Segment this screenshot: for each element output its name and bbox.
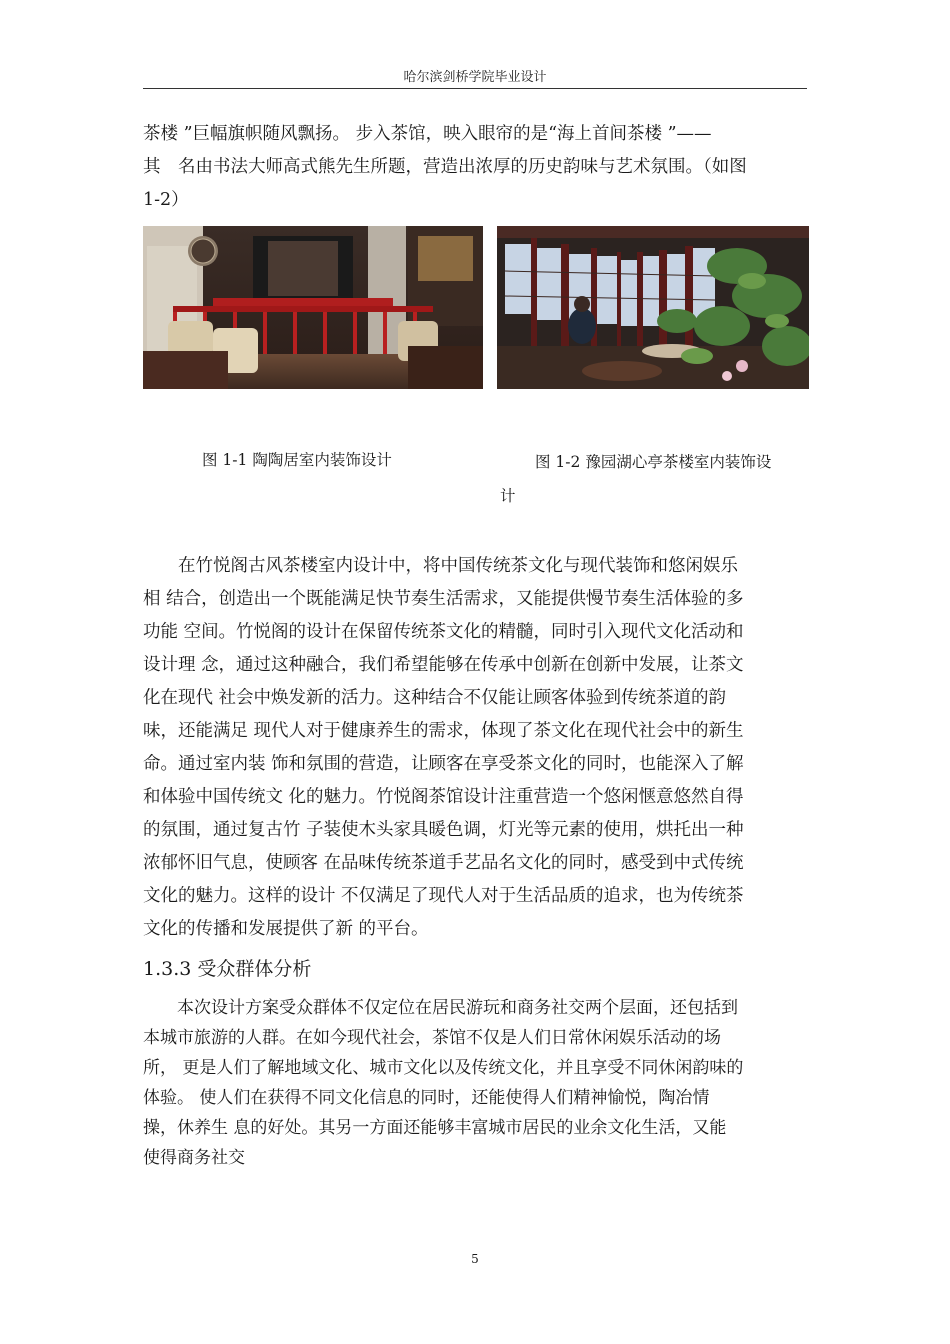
page-header: 哈尔滨剑桥学院毕业设计	[403, 70, 547, 85]
text-line: 本次设计方案受众群体不仅定位在居民游玩和商务社交两个层面，还包括到	[143, 998, 738, 1018]
figure-1-caption: 图 1-1 陶陶居室内装饰设计	[202, 451, 392, 469]
audience-paragraph	[143, 993, 807, 1173]
figure-2-photo	[497, 226, 809, 389]
text-line: 设计理 念，通过这种融合，我们希望能够在传承中创新在创新中发展，让茶文	[143, 655, 744, 675]
header-divider	[143, 88, 807, 89]
text-line: 命。通过室内装 饰和氛围的营造，让顾客在享受茶文化的同时，也能深入了解	[143, 754, 744, 774]
page-number: 5	[471, 1252, 479, 1266]
text-line: 所， 更是人们了解地域文化、城市文化以及传统文化，并且享受不同休闲韵味的	[143, 1058, 744, 1078]
text-line: 使得商务社交	[143, 1148, 245, 1168]
text-line: 文化的魅力。这样的设计 不仅满足了现代人对于生活品质的追求，也为传统茶	[143, 886, 744, 906]
text-line: 本城市旅游的人群。在如今现代社会，茶馆不仅是人们日常休闲娱乐活动的场	[143, 1028, 721, 1048]
intro-paragraph	[143, 118, 807, 217]
text-line: 其 名由书法大师高式熊先生所题，营造出浓厚的历史韵味与艺术氛围。（如图	[143, 157, 747, 177]
figure-1-photo	[143, 226, 483, 389]
text-line: 文化的传播和发展提供了新 的平台。	[143, 919, 429, 939]
text-line: 在竹悦阁古风茶楼室内设计中，将中国传统茶文化与现代装饰和悠闲娱乐	[143, 556, 738, 576]
text-line: 茶楼 ”巨幅旗帜随风飘扬。 步入茶馆，映入眼帘的是“海上首间茶楼 ”——	[143, 124, 712, 144]
figure-2-caption-wrap: 计	[500, 487, 516, 505]
figure-2-caption: 图 1-2 豫园湖心亭茶楼室内装饰设	[535, 453, 772, 471]
text-line: 浓郁怀旧气息，使顾客 在品味传统茶道手艺品名文化的同时，感受到中式传统	[143, 853, 744, 873]
main-paragraph	[143, 550, 807, 946]
text-line: 相 结合，创造出一个既能满足快节奏生活需求，又能提供慢节奏生活体验的多	[143, 589, 744, 609]
text-line: 1-2）	[143, 190, 189, 210]
text-line: 的氛围，通过复古竹 子装使木头家具暖色调，灯光等元素的使用，烘托出一种	[143, 820, 744, 840]
text-line: 和体验中国传统文 化的魅力。竹悦阁茶馆设计注重营造一个悠闲惬意悠然自得	[143, 787, 744, 807]
text-line: 化在现代 社会中焕发新的活力。这种结合不仅能让顾客体验到传统茶道的韵	[143, 688, 727, 708]
text-line: 功能 空间。竹悦阁的设计在保留传统茶文化的精髓，同时引入现代文化活动和	[143, 622, 744, 642]
text-line: 味，还能满足 现代人对于健康养生的需求，体现了茶文化在现代社会中的新生	[143, 721, 744, 741]
section-heading: 1.3.3 受众群体分析	[143, 958, 312, 980]
text-line: 体验。 使人们在获得不同文化信息的同时，还能使得人们精神愉悦，陶冶情	[143, 1088, 710, 1108]
text-line: 操，休养生 息的好处。其另一方面还能够丰富城市居民的业余文化生活，又能	[143, 1118, 727, 1138]
